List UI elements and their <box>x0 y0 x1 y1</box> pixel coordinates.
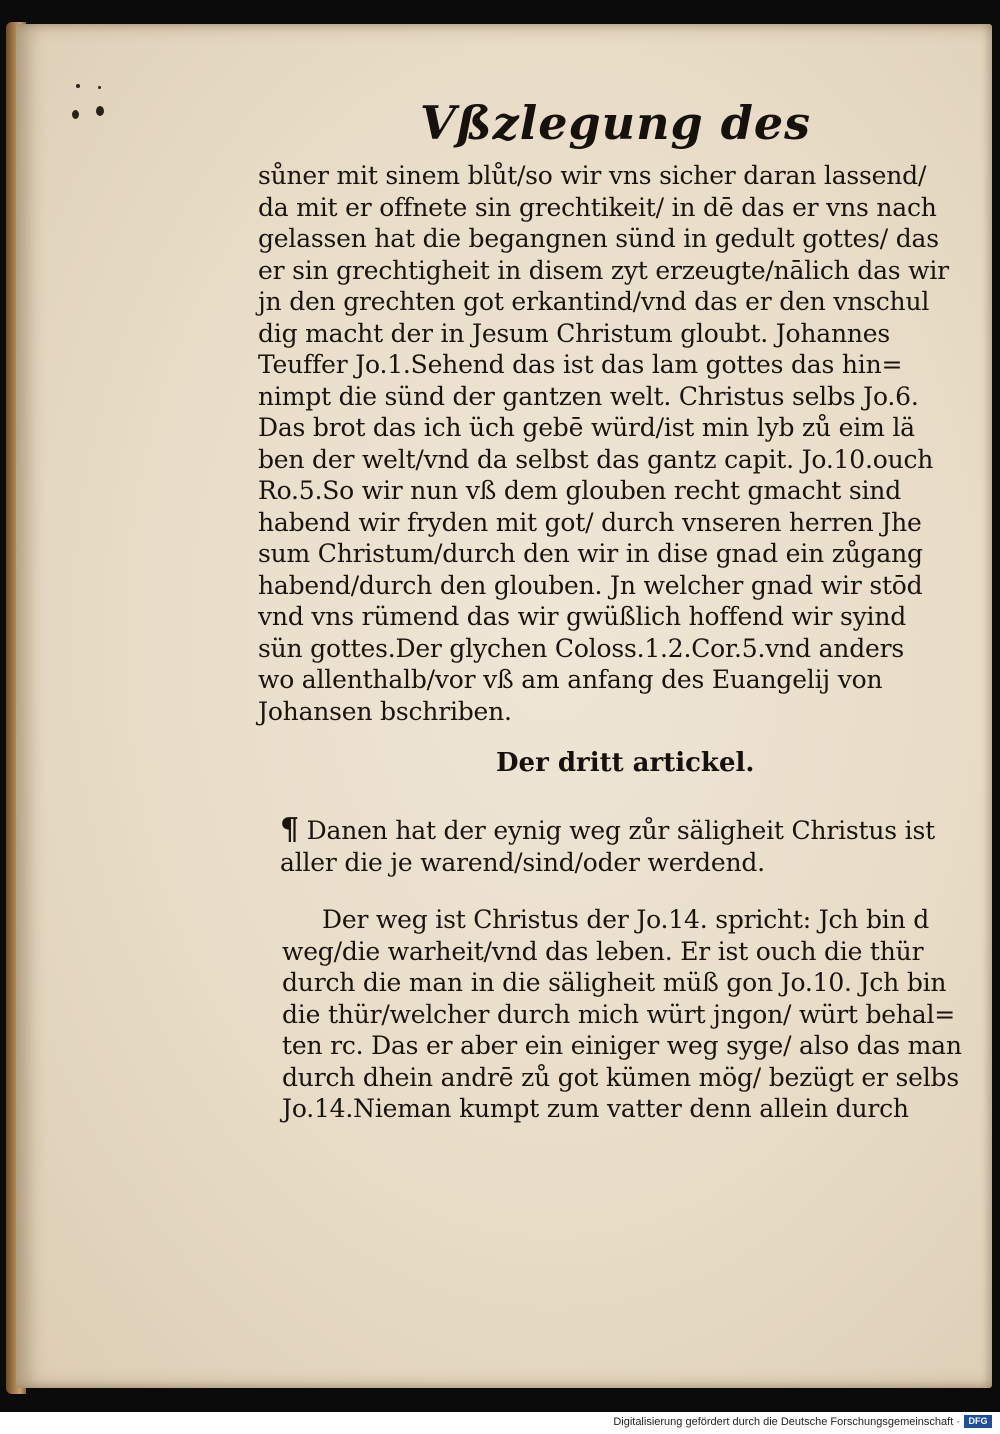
text-line: durch dhein andrē zů got kümen mög/ bezügt er selbs <box>282 1062 959 1092</box>
text-line: jn den grechten got erkantind/vnd das er den vnschul <box>258 287 930 316</box>
pilcrow-mark: ¶ <box>280 812 299 847</box>
text-line: Der weg ist Christus der Jo.14. spricht: Jch bin d <box>322 905 930 934</box>
text-line: die thür/welcher durch mich würt jngon/ würt behal= <box>282 999 956 1029</box>
text-line: habend wir fryden mit got/ durch vnseren herren Jhe <box>258 507 922 537</box>
text-line: er sin grechtigheit in disem zyt erzeugte/nālich das wir <box>258 255 949 285</box>
text-line: da mit er offnete sin grechtikeit/ in dē das er vns nach <box>258 192 937 222</box>
paragraph-3 <box>282 904 962 1125</box>
dfg-logo[interactable]: DFG <box>964 1415 992 1428</box>
text-line: nimpt die sünd der gantzen welt. Christus selbs Jo.6. <box>258 381 919 411</box>
text-line: Teuffer Jo.1.Sehend das ist das lam gottes das hin= <box>258 350 903 379</box>
text-line: sůner mit sinem blůt/so wir vns sicher daran lassend/ <box>258 161 927 190</box>
text-line: Ro.5.So wir nun vß dem glouben recht gmacht sind <box>258 476 902 505</box>
paragraph-1 <box>258 160 948 727</box>
ink-specks <box>46 84 106 144</box>
text-line: Das brot das ich üch gebē würd/ist min lyb zů eim lä <box>258 413 915 442</box>
text-line: habend/durch den glouben. Jn welcher gnad wir stōd <box>258 570 923 600</box>
text-line: gelassen hat die begangnen sünd in gedult gottes/ das <box>258 224 939 253</box>
text-line: ten rc. Das er aber ein einiger weg syge/ also das man <box>282 1031 962 1060</box>
running-head: Vßzlegung des <box>420 96 812 150</box>
text-line: aller die je warend/sind/oder werdend. <box>280 847 765 877</box>
text-line: Jo.14.Nieman kumpt zum vatter denn allein durch <box>282 1094 909 1123</box>
text-line: ben der welt/vnd da selbst das gantz capit. Jo.10.ouch <box>258 444 934 474</box>
text-line: vnd vns rümend das wir gwüßlich hoffend wir syind <box>258 602 907 631</box>
text-line: weg/die warheit/vnd das leben. Er ist ouch die thür <box>282 936 924 966</box>
text-line: Johansen bschriben. <box>258 696 512 726</box>
text-line: dig macht der in Jesum Christum gloubt. Johannes <box>258 318 891 348</box>
text-line: Danen hat der eynig weg zůr säligheit Christus ist <box>306 816 935 845</box>
paragraph-2 <box>280 814 950 878</box>
text-line: sün gottes.Der glychen Coloss.1.2.Cor.5.vnd anders <box>258 633 904 663</box>
text-line: wo allenthalb/vor vß am anfang des Euangelij von <box>258 665 883 694</box>
section-heading: Der dritt artickel. <box>496 748 755 778</box>
text-line: durch die man in die säligheit müß gon Jo.10. Jch bin <box>282 968 947 997</box>
footer-credit: Digitalisierung gefördert durch die Deutsche Forschungsgemeinschaft · <box>613 1416 960 1428</box>
text-line: sum Christum/durch den wir in dise gnad ein zůgang <box>258 539 923 568</box>
